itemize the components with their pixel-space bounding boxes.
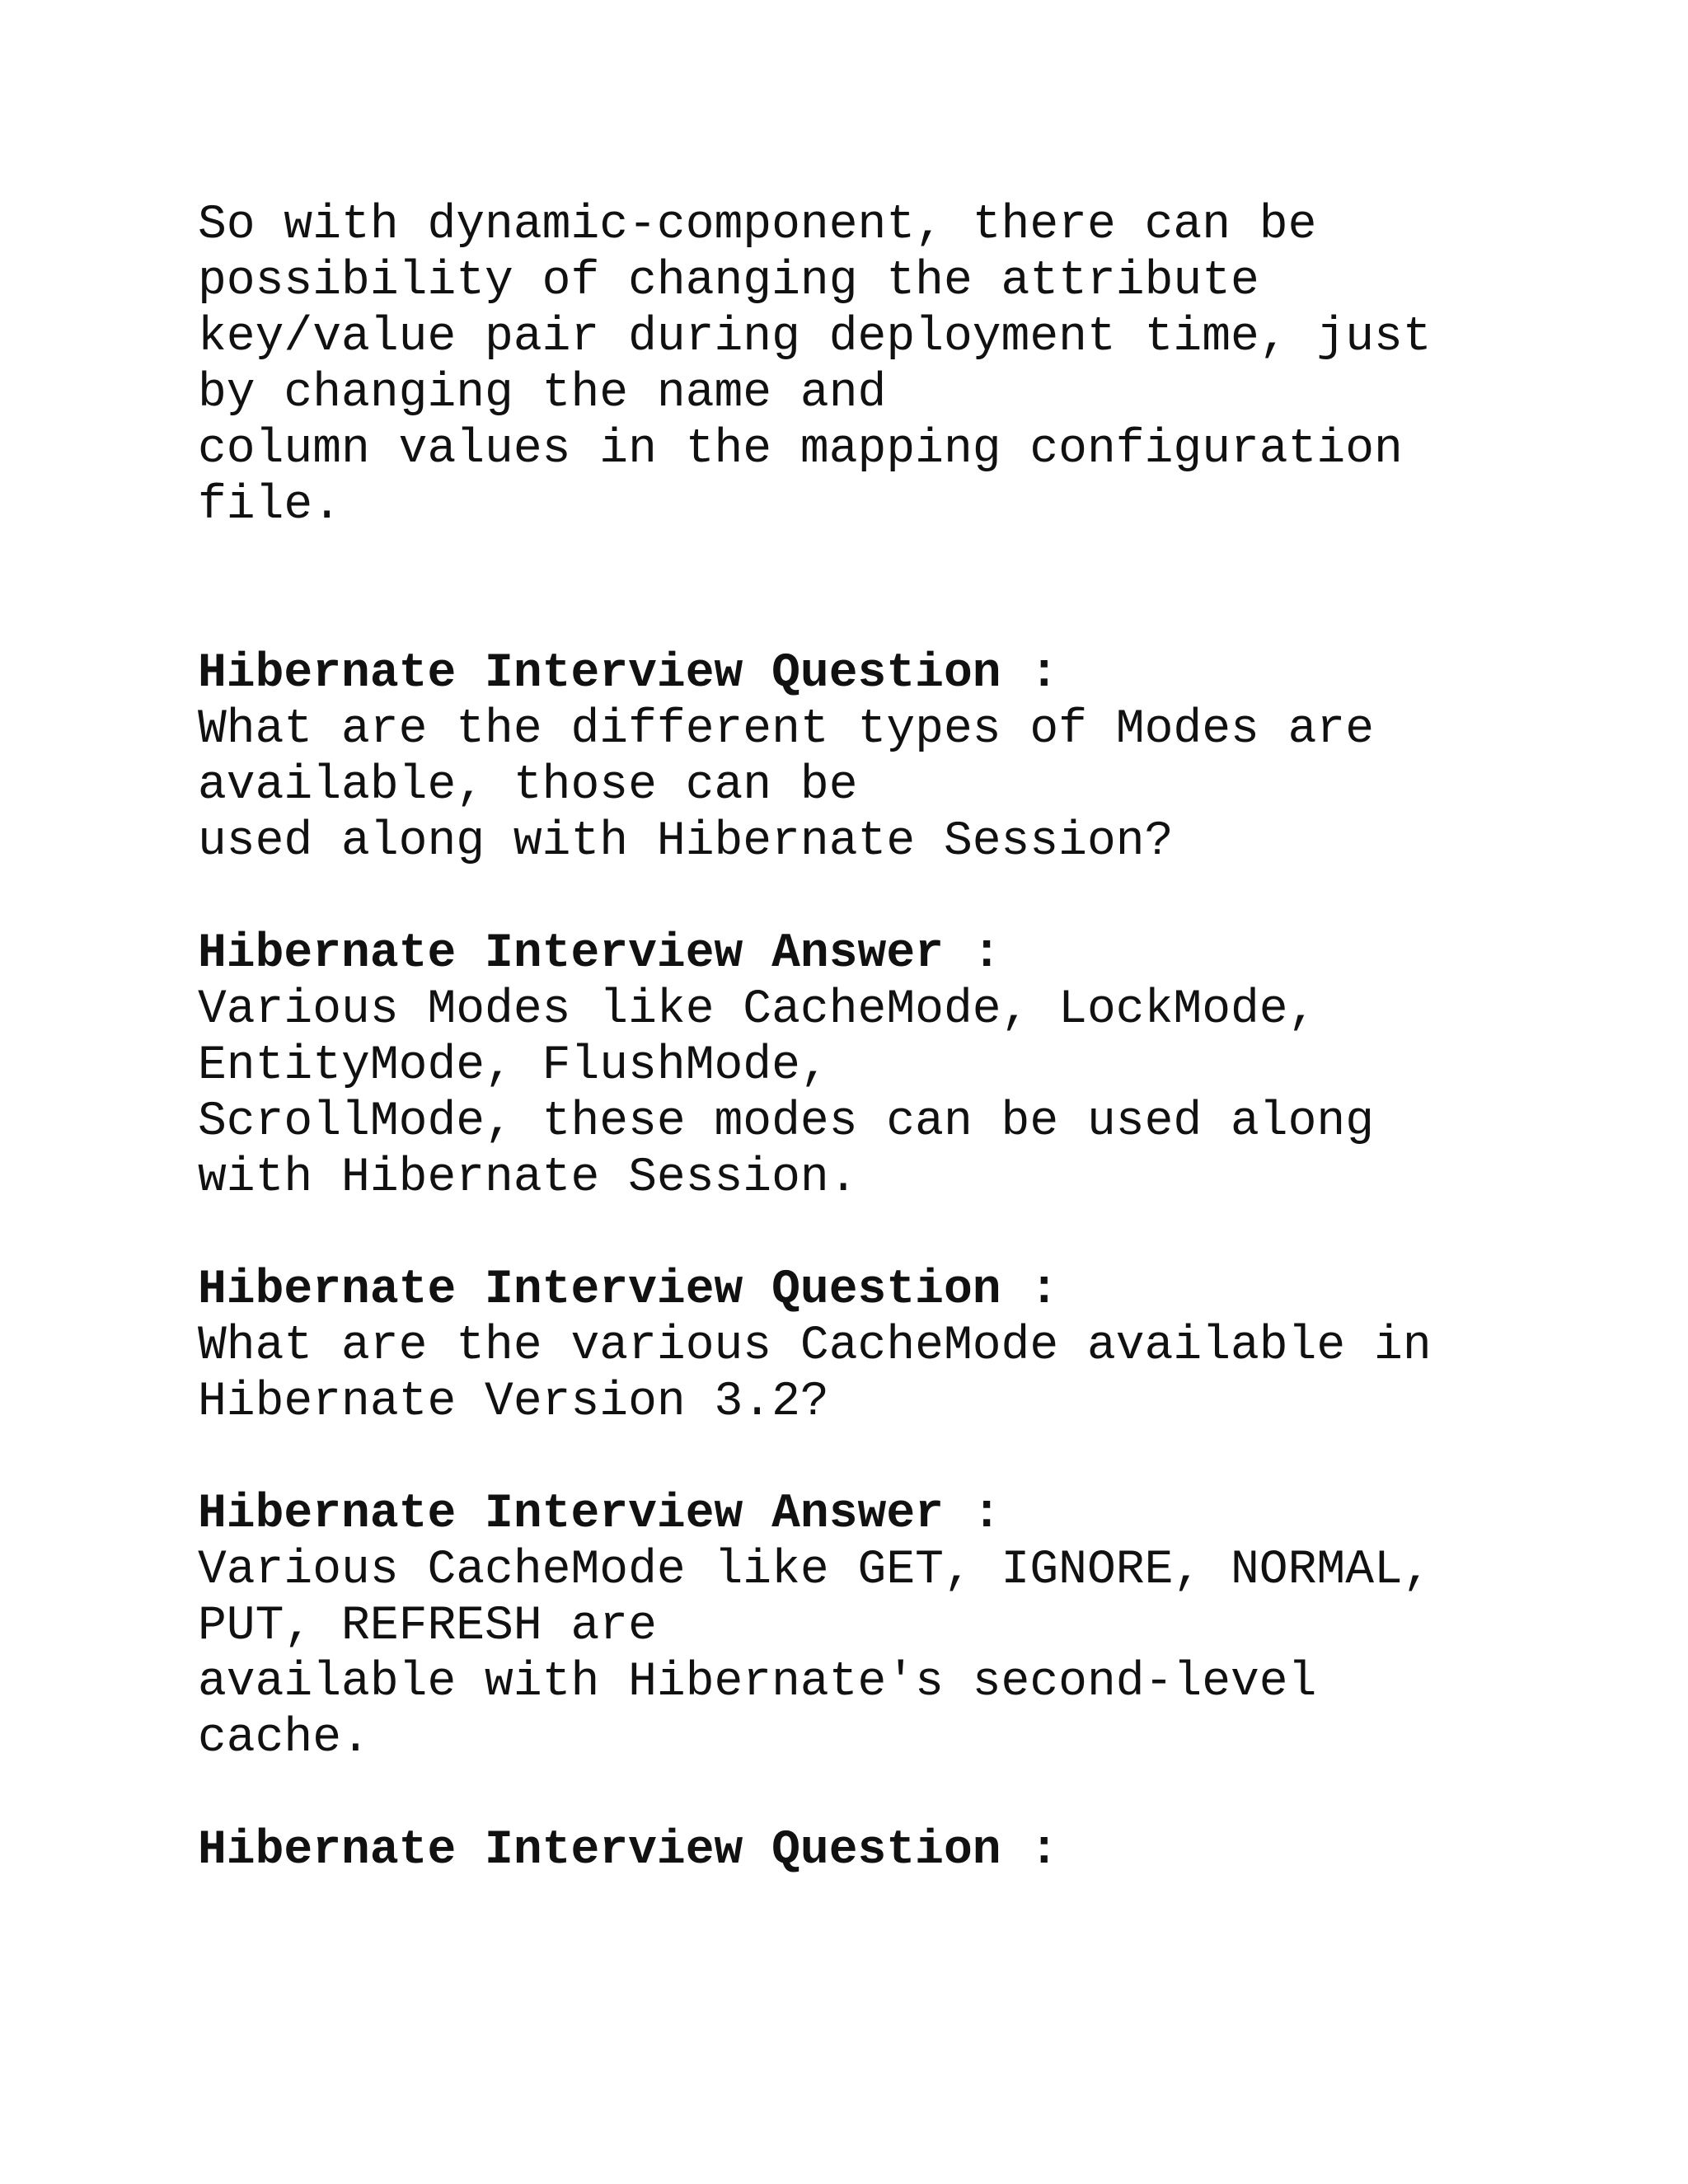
- paragraph-line: file.: [198, 479, 342, 532]
- question-heading: Hibernate Interview Question :: [198, 1824, 1059, 1877]
- question-line: What are the various CacheMode available in: [198, 1319, 1432, 1373]
- paragraph-line: column values in the mapping configuration: [198, 423, 1403, 476]
- qa-block-answer-1: [198, 926, 1550, 1207]
- paragraph-line: by changing the name and: [198, 367, 887, 420]
- intro-paragraph: [198, 198, 1550, 534]
- qa-block-question-2: [198, 1263, 1550, 1431]
- paragraph-line: possibility of changing the attribute: [198, 255, 1259, 308]
- question-line: Hibernate Version 3.2?: [198, 1376, 829, 1429]
- paragraph-line: So with dynamic-component, there can be: [198, 199, 1317, 252]
- answer-line: available with Hibernate's second-level: [198, 1656, 1317, 1709]
- answer-line: ScrollMode, these modes can be used along: [198, 1095, 1375, 1149]
- document-body: [198, 198, 1550, 1879]
- answer-heading: Hibernate Interview Answer :: [198, 1488, 1001, 1541]
- answer-line: Various Modes like CacheMode, LockMode,: [198, 983, 1317, 1037]
- answer-line: PUT, REFRESH are: [198, 1600, 657, 1653]
- question-line: What are the different types of Modes are: [198, 703, 1375, 757]
- qa-block-question-1: [198, 646, 1550, 870]
- question-line: used along with Hibernate Session?: [198, 815, 1174, 869]
- spacer: [198, 1207, 1550, 1263]
- paragraph-line: key/value pair during deployment time, just: [198, 311, 1432, 364]
- spacer: [198, 870, 1550, 926]
- answer-line: Various CacheMode like GET, IGNORE, NORMAL,: [198, 1544, 1432, 1597]
- qa-block-question-3: [198, 1823, 1550, 1879]
- answer-line: cache.: [198, 1712, 370, 1765]
- answer-heading: Hibernate Interview Answer :: [198, 927, 1001, 981]
- question-line: available, those can be: [198, 759, 858, 813]
- question-heading: Hibernate Interview Question :: [198, 647, 1059, 701]
- answer-line: EntityMode, FlushMode,: [198, 1039, 829, 1093]
- question-heading: Hibernate Interview Question :: [198, 1263, 1059, 1317]
- qa-block-answer-2: [198, 1487, 1550, 1767]
- spacer: [198, 534, 1550, 646]
- spacer: [198, 1431, 1550, 1487]
- spacer: [198, 1767, 1550, 1823]
- answer-line: with Hibernate Session.: [198, 1151, 858, 1205]
